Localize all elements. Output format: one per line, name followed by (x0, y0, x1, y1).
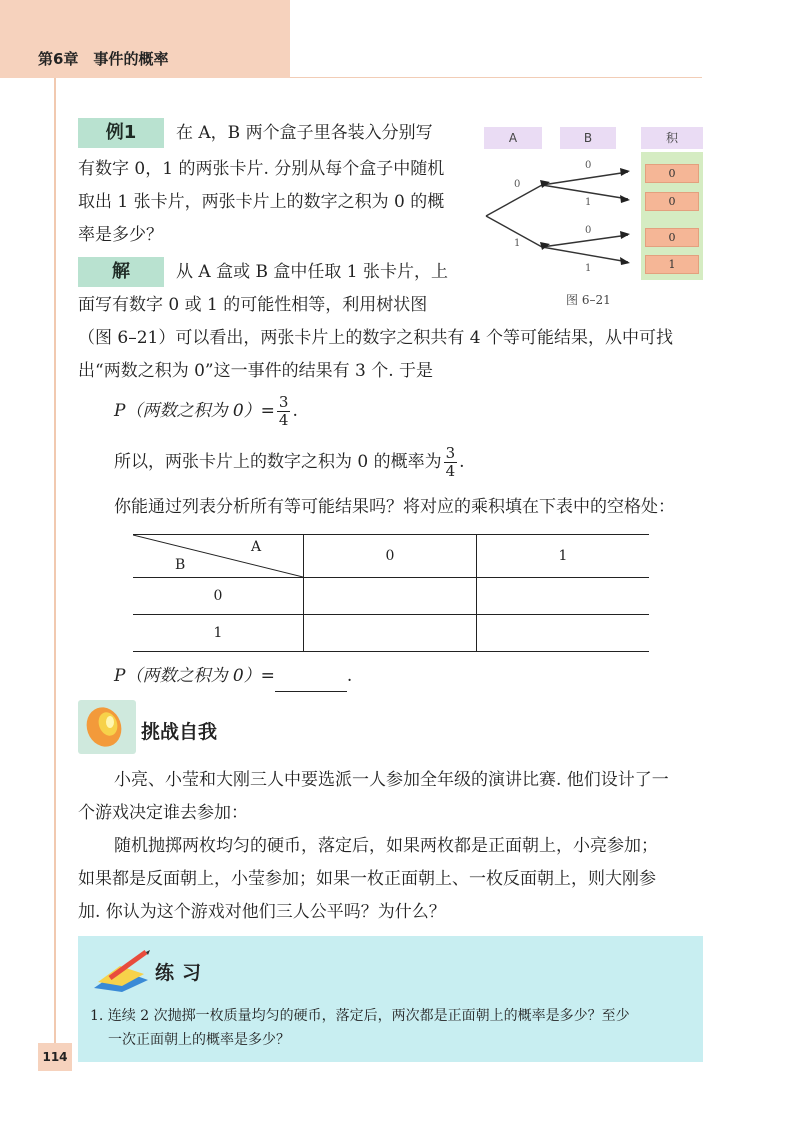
table-blank-cell[interactable] (477, 578, 650, 615)
formula-lhs: P（两数之积为 0）= (114, 401, 275, 421)
solution-line: 出“两数之积为 0”这一事件的结果有 3 个. 于是 (78, 361, 434, 381)
tree-label-b: 0 (585, 225, 592, 236)
challenge-line: 随机抛掷两枚均匀的硬币，落定后，如果两枚都是正面朝上，小亮参加； (114, 836, 658, 856)
fraction: $\frac{3}{4}$ (445, 444, 456, 480)
example-line: 取出 1 张卡片，两张卡片上的数字之积为 0 的概 (78, 192, 445, 212)
exercise-title: 练习 (155, 962, 210, 984)
chapter-title: 第6章 事件的概率 (38, 50, 169, 68)
example-tag: 例1 (78, 118, 164, 148)
page-number: 114 (38, 1043, 72, 1071)
corner-diagonal (133, 535, 303, 577)
tree-product: 0 (645, 192, 699, 211)
pencil-icon (90, 948, 152, 996)
challenge-line: 小亮、小莹和大刚三人中要选派一人参加全年级的演讲比赛. 他们设计了一 (114, 770, 669, 790)
table-row (133, 578, 649, 615)
tree-label-b: 1 (585, 263, 592, 274)
tree-product: 1 (645, 255, 699, 274)
fill-in-text: P（两数之积为 0）= (114, 666, 275, 686)
conclusion-end: . (459, 452, 465, 472)
table-col-header: 0 (304, 535, 477, 578)
exercise-line: 一次正面朝上的概率是多少？ (108, 1032, 290, 1048)
table-blank-cell[interactable] (304, 615, 477, 652)
tree-header-b: B (560, 127, 616, 149)
corner-label-a: A (251, 539, 262, 555)
exercise-line: 1. 连续 2 次抛掷一枚质量均匀的硬币，落定后，两次都是正面朝上的概率是多少？至少 (90, 1008, 630, 1024)
tree-label-a0: 0 (514, 179, 521, 190)
conclusion-text: 所以，两张卡片上的数字之积为 0 的概率为 (114, 452, 442, 472)
answer-blank[interactable] (275, 673, 347, 692)
question-line: 你能通过列表分析所有等可能结果吗？将对应的乘积填在下表中的空格处： (114, 497, 675, 517)
example-line: 率是多少？ (78, 225, 163, 245)
formula-end: . (292, 401, 298, 421)
challenge-icon (78, 700, 136, 754)
tree-diagram-lines (480, 150, 650, 285)
solution-tag: 解 (78, 257, 164, 287)
challenge-title: 挑战自我 (141, 721, 218, 743)
tree-product: 0 (645, 164, 699, 183)
probability-formula (114, 394, 298, 429)
solution-line: 面写有数字 0 或 1 的可能性相等，利用树状图 (78, 295, 428, 315)
solution-line: 从 A 盒或 B 盒中任取 1 张卡片，上 (176, 262, 449, 282)
table-row-header: 1 (133, 615, 304, 652)
product-table (133, 534, 649, 652)
table-corner-cell (133, 535, 304, 578)
header-rule (290, 77, 702, 78)
table-row-header: 0 (133, 578, 304, 615)
figure-caption: 图 6–21 (566, 293, 611, 307)
tree-product: 0 (645, 228, 699, 247)
table-row (133, 615, 649, 652)
fraction: $\frac{3}{4}$ (278, 393, 289, 429)
tree-header-a: A (484, 127, 542, 149)
tree-label-a1: 1 (514, 238, 521, 249)
table-blank-cell[interactable] (304, 578, 477, 615)
solution-line: （图 6–21）可以看出，两张卡片上的数字之积共有 4 个等可能结果，从中可找 (78, 328, 673, 348)
tree-label-b: 0 (585, 160, 592, 171)
conclusion-line (114, 445, 465, 480)
fill-in-line (114, 660, 352, 692)
table-col-header: 1 (477, 535, 650, 578)
challenge-line: 加. 你认为这个游戏对他们三人公平吗？为什么？ (78, 902, 446, 922)
challenge-line: 如果都是反面朝上，小莹参加；如果一枚正面朝上、一枚反面朝上，则大刚参 (78, 869, 656, 889)
tree-label-b: 1 (585, 197, 592, 208)
tree-header-product: 积 (641, 127, 703, 149)
corner-label-b: B (175, 557, 186, 573)
example-line: 有数字 0，1 的两张卡片. 分别从每个盒子中随机 (78, 159, 445, 179)
margin-rule (54, 78, 56, 1068)
fill-in-end: . (346, 666, 353, 686)
table-blank-cell[interactable] (477, 615, 650, 652)
example-line: 在 A，B 两个盒子里各装入分别写 (176, 123, 433, 143)
challenge-line: 个游戏决定谁去参加： (78, 803, 248, 823)
